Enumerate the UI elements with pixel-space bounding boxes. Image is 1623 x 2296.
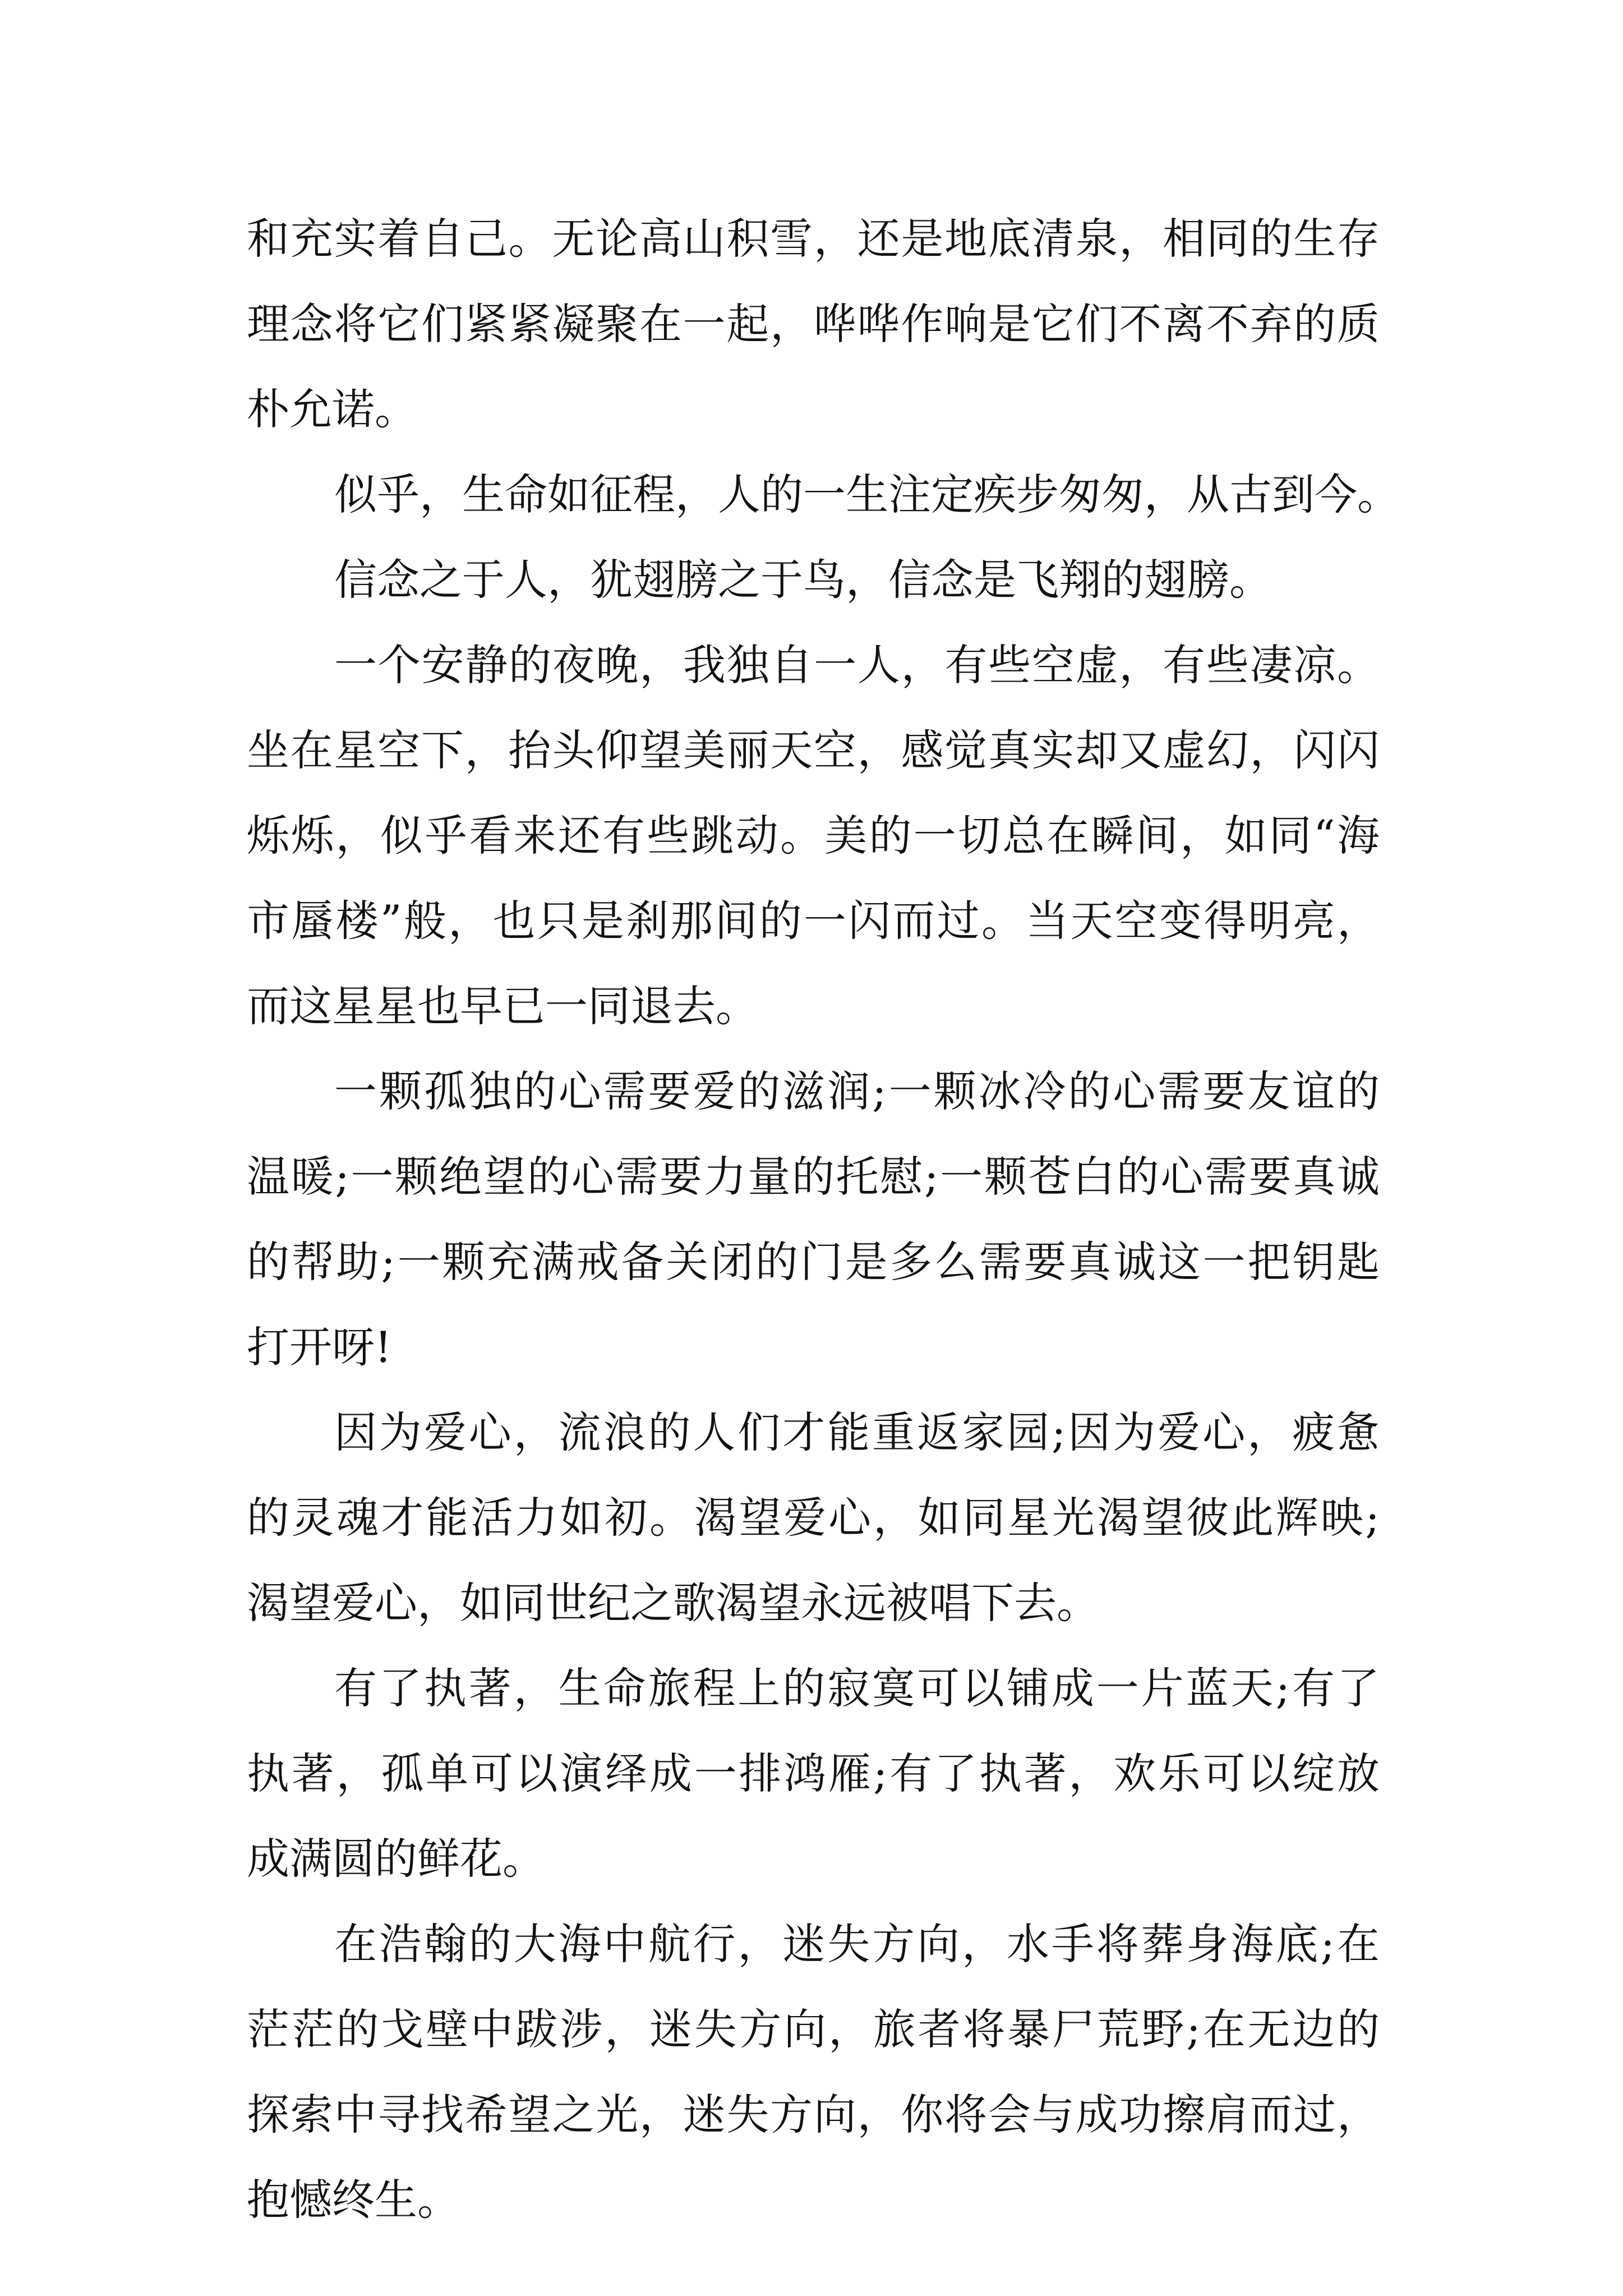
text-line: 探索中寻找希望之光，迷失方向，你将会与成功擦肩而过， xyxy=(247,2090,1380,2139)
text-line: 信念之于人，犹翅膀之于鸟，信念是飞翔的翅膀。 xyxy=(334,555,1272,605)
text-line: 似乎，生命如征程，人的一生注定疾步匆匆，从古到今。 xyxy=(334,470,1400,519)
text-line: 而这星星也早已一同退去。 xyxy=(247,981,758,1031)
text-line: 打开呀! xyxy=(247,1322,392,1372)
text-line: 一颗孤独的心需要爱的滋润;一颗冰冷的心需要友谊的 xyxy=(334,1066,1380,1116)
text-line: 执著，孤单可以演绎成一排鸿雁;有了执著，欢乐可以绽放 xyxy=(247,1749,1380,1798)
text-line: 的帮助;一颗充满戒备关闭的门是多么需要真诚这一把钥匙 xyxy=(247,1237,1380,1287)
text-line: 朴允诺。 xyxy=(247,384,417,434)
text-line: 一个安静的夜晚，我独自一人，有些空虚，有些凄凉。 xyxy=(334,640,1380,690)
text-line: 烁烁，似乎看来还有些跳动。美的一切总在瞬间，如同“海 xyxy=(247,811,1380,861)
text-line: 茫茫的戈壁中跋涉，迷失方向，旅者将暴尸荒野;在无边的 xyxy=(247,2004,1380,2054)
text-line: 渴望爱心，如同世纪之歌渴望永远被唱下去。 xyxy=(247,1578,1099,1628)
text-line: 成满圆的鲜花。 xyxy=(247,1834,545,1884)
text-line: 有了执著，生命旅程上的寂寞可以铺成一片蓝天;有了 xyxy=(334,1663,1380,1713)
text-line: 温暖;一颗绝望的心需要力量的托慰;一颗苍白的心需要真诚 xyxy=(247,1152,1380,1202)
text-line: 的灵魂才能活力如初。渴望爱心，如同星光渴望彼此辉映; xyxy=(247,1493,1380,1543)
text-line: 抱憾终生。 xyxy=(247,2175,460,2225)
text-line: 因为爱心，流浪的人们才能重返家园;因为爱心，疲惫 xyxy=(334,1407,1380,1457)
text-line: 坐在星空下，抬头仰望美丽天空，感觉真实却又虚幻，闪闪 xyxy=(247,725,1380,775)
text-line: 理念将它们紧紧凝聚在一起，哗哗作响是它们不离不弃的质 xyxy=(247,299,1380,349)
text-line: 和充实着自己。无论高山积雪，还是地底清泉，相同的生存 xyxy=(247,214,1380,264)
text-line: 市蜃楼”般，也只是刹那间的一闪而过。当天空变得明亮， xyxy=(247,896,1380,946)
text-line: 在浩翰的大海中航行，迷失方向，水手将葬身海底;在 xyxy=(334,1919,1380,1969)
